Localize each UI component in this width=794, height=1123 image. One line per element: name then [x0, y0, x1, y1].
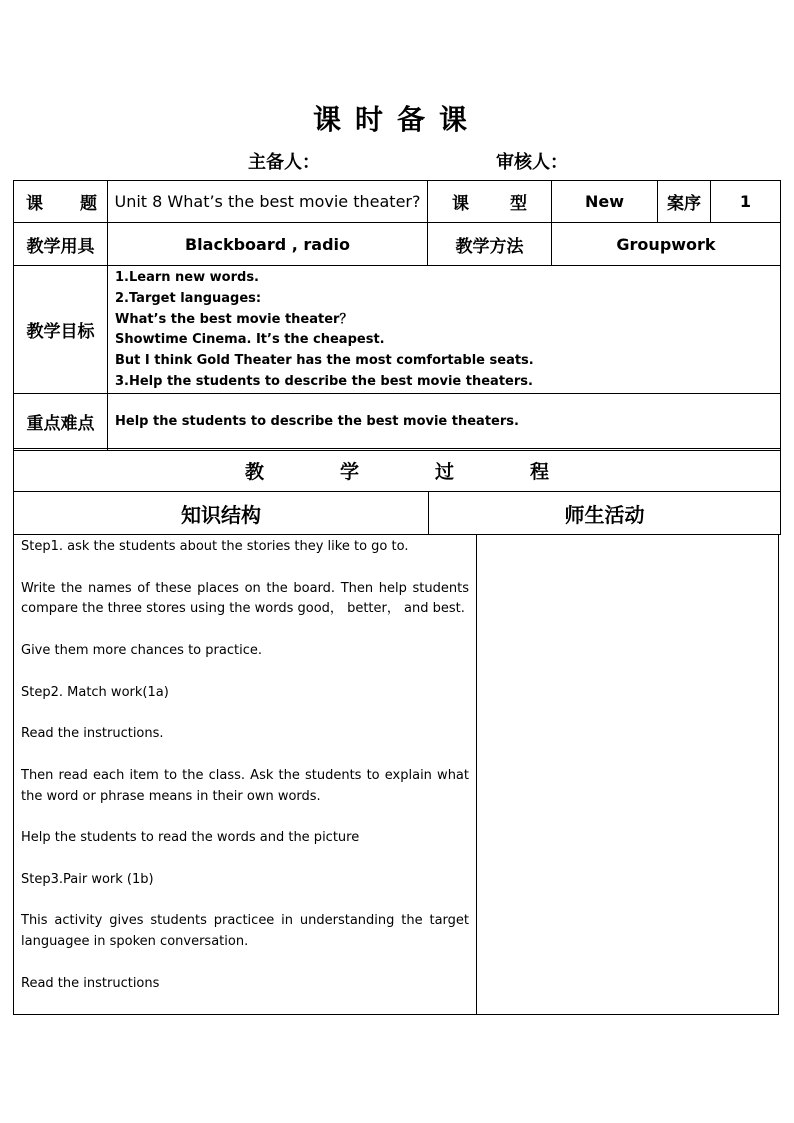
process-body-table: [13, 534, 779, 1015]
page-title: 课时备课: [312, 103, 481, 136]
objective-item: But I think Gold Theater has the most comfortable seats.: [115, 353, 534, 369]
step-line: [21, 620, 469, 641]
step-line: [21, 807, 469, 828]
step-line: [21, 953, 469, 974]
step-line: Step3.Pair work (1b): [21, 871, 154, 887]
step-line: Read the instructions: [21, 975, 160, 991]
objective-item: 3.Help the students to describe the best movie theaters.: [115, 373, 533, 389]
step-line: Give them more chances to practice.: [21, 642, 262, 658]
process-title-char: 程: [530, 460, 550, 483]
keypoint-label: 重点难点: [14, 393, 108, 450]
topic-value: Unit 8 What’s the best movie theater?: [108, 181, 428, 223]
step-line: Step2. Match work(1a): [21, 684, 169, 700]
step-line: Step1. ask the students about the stories they like to go to.: [21, 539, 409, 554]
teacher-student-activity-content: [477, 535, 779, 1015]
process-title-char: 学: [339, 460, 359, 483]
method-label: 教学方法: [428, 223, 552, 266]
seq-label: 案序: [658, 181, 711, 223]
objective-item: What’s the best movie theater？: [115, 311, 353, 327]
objectives-list: [108, 266, 781, 394]
step-line: [21, 891, 469, 912]
process-title: [14, 449, 781, 492]
objective-item: 1.Learn new words.: [115, 270, 259, 285]
step-line: Then read each item to the class. Ask the students to explain what the word or phrase means in their own words.: [21, 767, 469, 804]
knowledge-structure-content: [14, 535, 477, 1015]
step-line: [21, 703, 469, 724]
step-line: Read the instructions.: [21, 726, 164, 742]
step-line: [21, 745, 469, 766]
seq-value: 1: [711, 181, 781, 223]
step-line: This activity gives students practicee in understanding the target languagee in spoken conversation.: [21, 913, 469, 950]
process-title-char: 教: [244, 460, 264, 483]
reviewer-label: 审核人：: [496, 152, 568, 173]
objective-item: 2.Target languages:: [115, 290, 262, 306]
keypoint-value: Help the students to describe the best movie theaters.: [108, 393, 781, 450]
step-line: [21, 849, 469, 870]
method-value: Groupwork: [552, 223, 781, 266]
process-title-char: 过: [435, 460, 455, 483]
step-line: [21, 662, 469, 683]
knowledge-structure-header: 知识结构: [14, 492, 429, 535]
preparer-label: 主备人：: [248, 152, 320, 173]
step-line: [21, 558, 469, 579]
objective-item: Showtime Cinema. It’s the cheapest.: [115, 332, 385, 348]
process-header-table: [13, 448, 781, 535]
tools-value: Blackboard , radio: [108, 223, 428, 266]
tools-label: 教学用具: [14, 223, 108, 266]
topic-label: 课题: [14, 181, 108, 223]
teacher-student-activity-header: 师生活动: [429, 492, 781, 535]
step-line: Write the names of these places on the board. Then help students compare the three stores using the words good， better， and best.: [21, 580, 469, 617]
type-label: 课型: [428, 181, 552, 223]
step-line: Help the students to read the words and the picture: [21, 830, 360, 846]
objectives-label: 教学目标: [14, 266, 108, 394]
type-value: New: [552, 181, 658, 223]
info-table: [13, 180, 781, 451]
